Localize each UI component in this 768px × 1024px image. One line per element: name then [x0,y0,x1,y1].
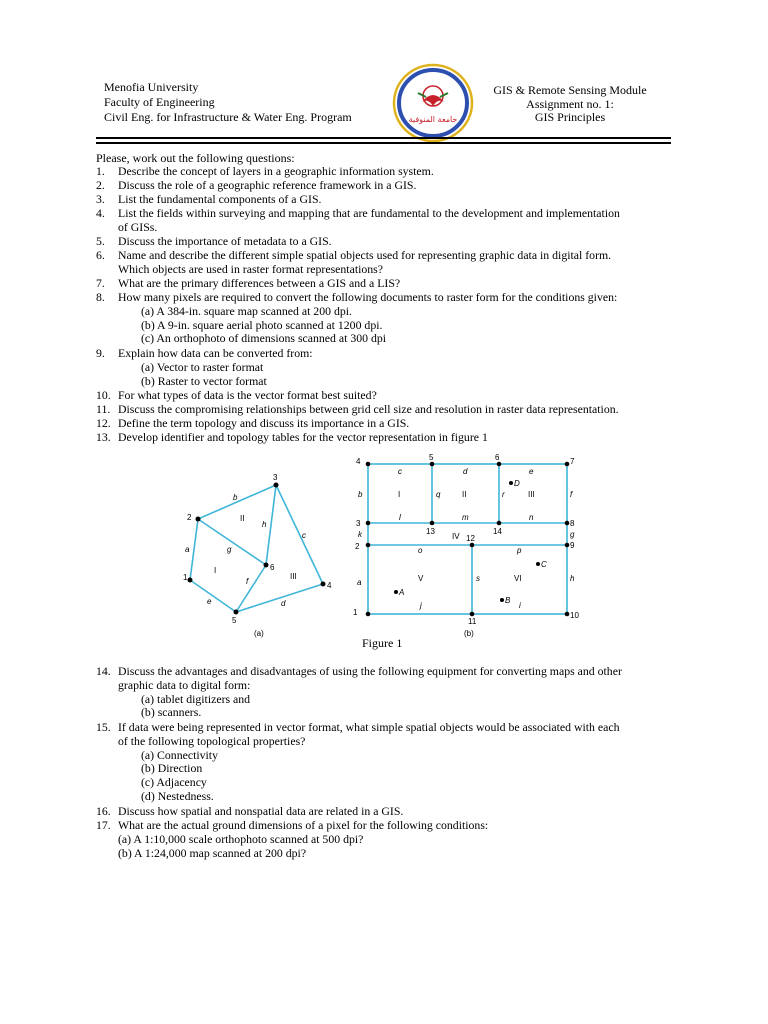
question-text: Explain how data can be converted from: [118,346,313,360]
question-text: Discuss how spatial and nonspatial data are related in a GIS. [118,804,404,818]
question-11 [96,403,676,417]
point-label: B [505,596,511,605]
question-text: List the fields within surveying and mapping that are fundamental to the development and implementation [118,206,620,220]
point-d-marker [509,481,513,485]
university-logo [392,62,474,144]
point-c-marker [536,562,540,566]
node-label: 9 [570,541,575,550]
question-text: Discuss the compromising relationships between grid cell size and resolution in raster data representation. [118,402,619,416]
assignment-title: GIS Principles [534,110,606,124]
sub-question: (a) tablet digitizers and [141,691,251,706]
edge-label: f [246,577,249,586]
logo-text: جامعة المنوفية [408,115,458,124]
university-name: Menofia University [104,80,199,94]
edge-label: k [358,530,362,539]
question-number: 7. [96,276,105,290]
institution-block [104,80,352,125]
node-label: 1 [353,608,358,617]
edge-label: a [185,545,190,554]
sub-question: (c) An orthophoto of dimensions scanned at 300 dpi [141,331,387,346]
point-a-marker [394,590,398,594]
sub-question: (b) A 9-in. square aerial photo scanned at 1200 dpi. [141,317,383,332]
point-b-marker [500,598,504,602]
question-text: Discuss the advantages and disadvantages of using the following equipment for converting maps and other [118,664,622,678]
question-text: Describe the concept of layers in a geographic information system. [118,164,434,178]
question-number: 9. [96,346,105,360]
question-number: 4. [96,206,105,220]
figure-1a [176,470,346,645]
question-10 [96,389,676,403]
question-text: Discuss the importance of metadata to a GIS. [118,234,332,248]
node-label: 14 [493,527,502,536]
edge-label: e [207,597,212,606]
question-number: 11. [96,402,111,416]
edge-label: m [462,513,469,522]
question-text: For what types of data is the vector format best suited? [118,388,377,402]
question-8 [96,291,676,346]
area-label: II [462,490,467,499]
question-text-continued: graphic data to digital form: [118,677,251,692]
question-text-continued: of the following topological properties? [118,733,306,748]
area-label: III [290,572,297,581]
edge-label: g [570,530,575,539]
node-label: 3 [273,473,278,482]
sub-question: (b) Raster to vector format [141,373,267,388]
node-label: 3 [356,519,361,528]
question-text-continued: Which objects are used in raster format representations? [118,261,383,276]
instructions: Please, work out the following questions: [96,151,295,165]
edge-label: q [436,490,441,499]
node-label: 2 [187,513,192,522]
question-text: Define the term topology and discuss its importance in a GIS. [118,416,410,430]
question-number: 12. [96,416,111,430]
node-label: 5 [232,616,237,625]
node-label: 2 [355,542,360,551]
question-text: Develop identifier and topology tables for the vector representation in figure 1 [118,430,488,444]
question-1 [96,165,676,179]
question-17 [96,819,676,860]
sub-question: (b) Direction [141,761,203,776]
area-label: I [214,566,217,575]
module-block [470,84,670,125]
assignment-number: Assignment no. 1: [526,96,614,111]
edge-label: j [420,601,422,610]
question-text: List the fundamental components of a GIS. [118,192,322,206]
sub-question: (a) A 384-in. square map scanned at 200 dpi. [141,303,352,318]
question-text: If data were being represented in vector format, what simple spatial objects would be associated with each [118,720,620,734]
point-label: A [399,588,405,597]
question-14 [96,665,676,720]
edge-label: h [262,520,267,529]
question-number: 3. [96,192,105,206]
question-number: 5. [96,234,105,248]
point-label: D [514,479,520,488]
node-label: 12 [466,534,475,543]
sub-question: (b) scanners. [141,705,202,720]
sub-question: (a) Vector to raster format [141,359,264,374]
sub-question: (a) A 1:10,000 scale orthophoto scanned at 500 dpi? [118,831,364,846]
area-label: VI [514,574,522,583]
question-number: 17. [96,818,111,832]
edge-label: p [517,546,522,555]
question-text: Name and describe the different simple spatial objects used for representing graphic data in digital form. [118,248,612,262]
edge-label: o [418,546,423,555]
edge-label: d [281,599,286,608]
question-3 [96,193,676,207]
edge-label: e [529,467,534,476]
figure-caption: Figure 1 [362,636,403,650]
question-text: Discuss the role of a geographic reference framework in a GIS. [118,178,417,192]
question-text: How many pixels are required to convert the following documents to raster form for the conditions given: [118,290,618,304]
sub-question: (b) A 1:24,000 map scanned at 200 dpi? [118,845,307,860]
node-label: 4 [356,457,361,466]
edge-label: r [502,490,505,499]
question-text: What are the primary differences between a GIS and a LIS? [118,276,401,290]
question-number: 13. [96,430,111,444]
sub-question: (a) Connectivity [141,747,218,762]
area-label: II [240,514,245,523]
edge-label: h [570,574,575,583]
node-label: 6 [495,453,500,462]
edge-label: d [463,467,468,476]
node-label: 5 [429,453,434,462]
edge-label: b [233,493,238,502]
area-label: III [528,490,535,499]
question-number: 8. [96,290,105,304]
question-number: 2. [96,178,105,192]
edge-label: a [357,578,362,587]
node-label: 10 [570,611,579,620]
figure-1a-label: (a) [254,629,264,638]
question-13 [96,431,676,445]
edge-label: g [227,545,232,554]
question-text-continued: of GISs. [118,219,158,234]
question-number: 6. [96,248,105,262]
edge-label: c [302,531,306,540]
question-9 [96,347,676,388]
area-label: V [418,574,424,583]
node-label: 11 [468,617,477,626]
question-16 [96,805,676,819]
module-name: GIS & Remote Sensing Module [493,83,647,97]
figure-1b [346,452,596,645]
question-number: 15. [96,720,111,734]
question-15 [96,721,676,804]
sub-question: (d) Nestedness. [141,788,214,803]
point-label: C [541,560,547,569]
question-number: 1. [96,164,105,178]
figure-1b-label: (b) [464,629,474,638]
area-label: IV [452,532,460,541]
question-5 [96,235,676,249]
node-label: 7 [570,457,575,466]
edge-label: l [399,513,401,522]
question-number: 10. [96,388,111,402]
question-6 [96,249,676,277]
sub-question: (c) Adjacency [141,775,207,790]
node-label: 1 [183,573,188,582]
node-label: 13 [426,527,435,536]
question-2 [96,179,676,193]
edge-label: n [529,513,534,522]
question-number: 16. [96,804,111,818]
question-4 [96,207,676,235]
edge-label: s [476,574,480,583]
header-divider [96,137,671,144]
question-7 [96,277,676,291]
program-name: Civil Eng. for Infrastructure & Water Eng. Program [104,110,352,124]
edge-label: i [519,601,521,610]
edge-label: f [570,490,573,499]
edge-label: b [358,490,363,499]
question-number: 14. [96,664,111,678]
edge-label: c [398,467,402,476]
question-12 [96,417,676,431]
node-label: 4 [327,581,332,590]
node-label: 6 [270,563,275,572]
faculty-name: Faculty of Engineering [104,95,215,109]
node-label: 8 [570,519,575,528]
area-label: I [398,490,401,499]
question-text: What are the actual ground dimensions of a pixel for the following conditions: [118,818,489,832]
